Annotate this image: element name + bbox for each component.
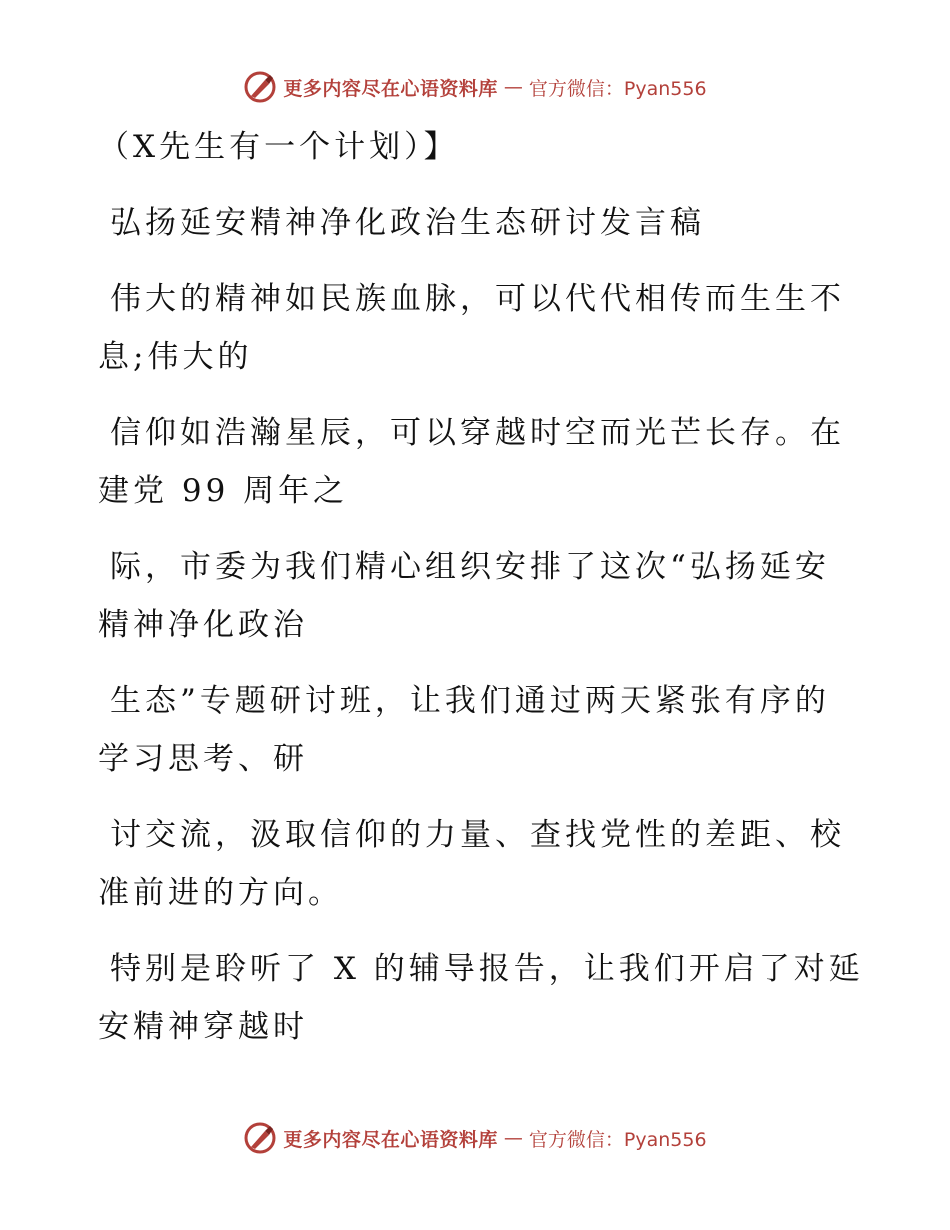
- paragraph: [98, 806, 858, 922]
- document-body: [98, 118, 864, 1074]
- paragraph-line: 建党 99 周年之: [98, 473, 349, 509]
- watermark-wechat: 官方微信：Pyan556: [528, 1128, 707, 1151]
- paragraph-line: 精神净化政治: [98, 607, 308, 643]
- paragraph-line: 弘扬延安精神净化政治生态研讨发言稿: [110, 205, 705, 241]
- watermark-dash: —: [503, 1127, 523, 1149]
- watermark-header: [0, 70, 950, 104]
- paragraph-line: 特别是聆听了 X 的辅导报告，让我们开启了对延: [110, 951, 864, 987]
- pen-logo-icon: [243, 70, 277, 104]
- watermark-footer: [0, 1121, 950, 1155]
- paragraph-line: 讨交流，汲取信仰的力量、查找党性的差距、校: [110, 817, 845, 853]
- paragraph: [98, 270, 858, 386]
- watermark-text: 更多内容尽在心语资料库: [283, 77, 498, 100]
- paragraph: [98, 672, 858, 788]
- watermark-text: 更多内容尽在心语资料库: [283, 1128, 498, 1151]
- paragraph-line: 际，市委为我们精心组织安排了这次“弘扬延安: [110, 549, 830, 585]
- paragraph-line: 准前进的方向。: [98, 875, 343, 911]
- watermark-wechat: 官方微信：Pyan556: [528, 77, 707, 100]
- paragraph: [98, 404, 858, 520]
- paragraph-line: 伟大的精神如民族血脉，可以代代相传而生生不: [110, 281, 845, 317]
- paragraph-line: 安精神穿越时: [98, 1009, 308, 1045]
- paragraph-line: 息;伟大的: [98, 339, 253, 375]
- paragraph: [98, 940, 864, 1056]
- paragraph-note: [98, 118, 858, 176]
- paragraph-line: （X先生有一个计划）】: [98, 129, 459, 165]
- paragraph-line: 信仰如浩瀚星辰，可以穿越时空而光芒长存。在: [110, 415, 845, 451]
- pen-logo-icon: [243, 1121, 277, 1155]
- paragraph-line: 生态”专题研讨班，让我们通过两天紧张有序的: [110, 683, 830, 719]
- paragraph-line: 学习思考、研: [98, 741, 308, 777]
- watermark-dash: —: [503, 76, 523, 98]
- document-title: [98, 194, 858, 252]
- paragraph: [98, 538, 858, 654]
